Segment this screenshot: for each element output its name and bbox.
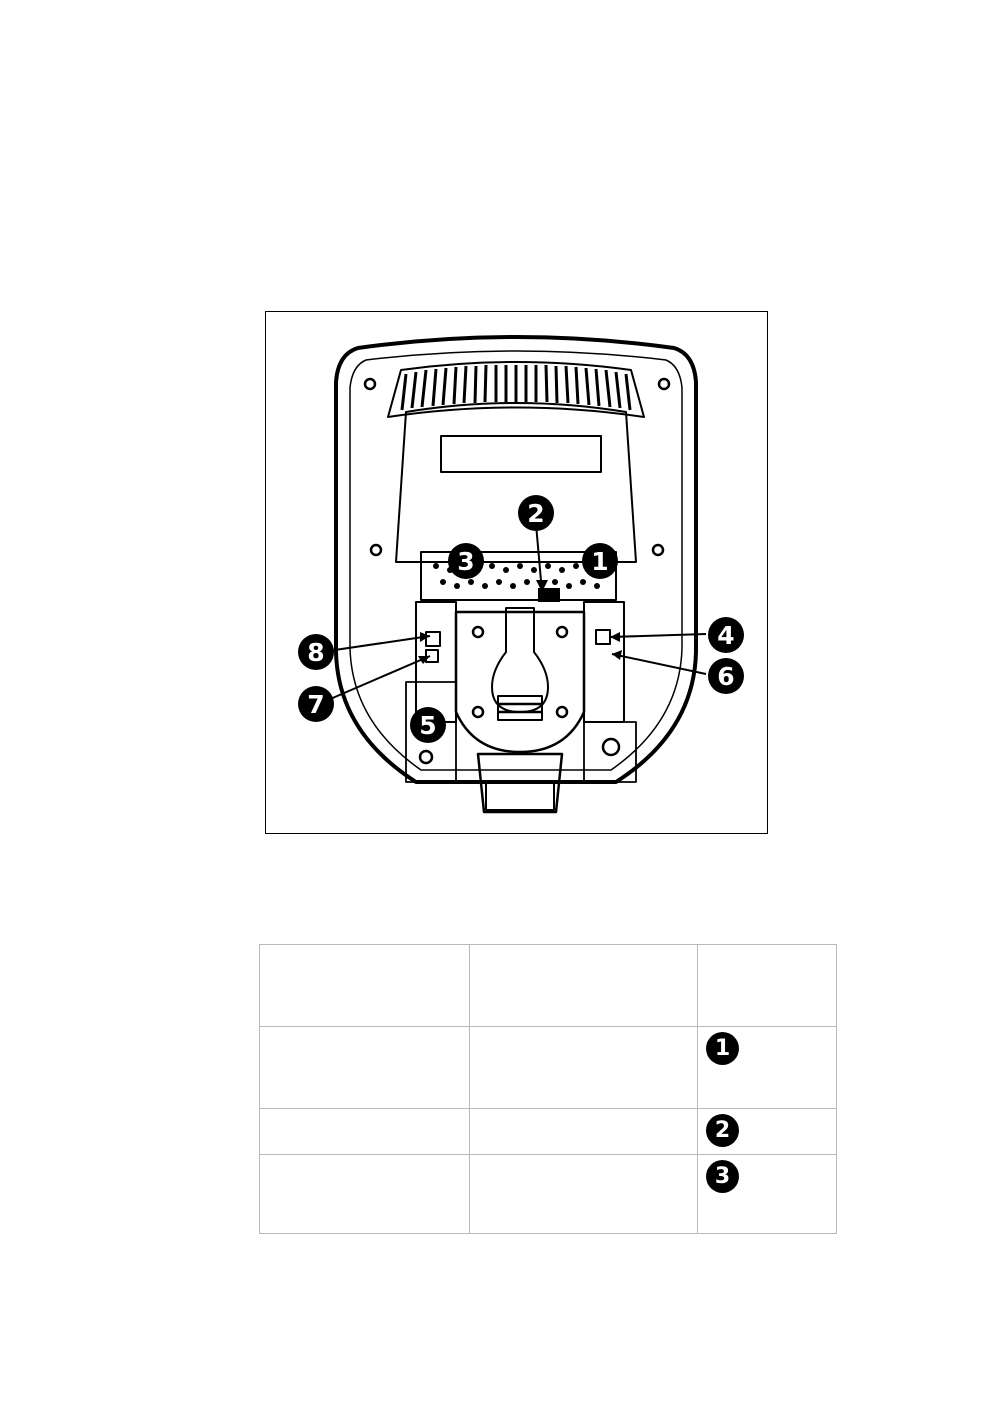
label-plate — [441, 436, 601, 472]
console-rear-illustration — [266, 312, 767, 833]
table-cell — [470, 1027, 698, 1109]
table-header-cell — [698, 945, 837, 1027]
callout-4 — [708, 617, 744, 653]
svg-text:4: 4 — [717, 621, 735, 650]
svg-text:5: 5 — [419, 711, 437, 740]
callout-3 — [448, 543, 484, 579]
table-cell — [698, 1155, 837, 1234]
callout-5 — [410, 707, 446, 743]
table-cell — [260, 1155, 470, 1234]
callout-7 — [298, 686, 334, 722]
table-header-cell — [260, 945, 470, 1027]
table-cell — [260, 1027, 470, 1109]
callout-1 — [582, 543, 618, 579]
table-row — [260, 1155, 837, 1234]
callout-8 — [298, 634, 334, 670]
svg-text:2: 2 — [527, 499, 545, 528]
table-cell — [260, 1109, 470, 1155]
table-cell — [470, 1109, 698, 1155]
svg-text:1: 1 — [591, 547, 609, 576]
svg-text:3: 3 — [457, 547, 475, 576]
table-cell — [698, 1109, 837, 1155]
table-cell — [470, 1155, 698, 1234]
table-header-cell — [470, 945, 698, 1027]
console-rear-diagram — [265, 311, 768, 834]
table-row — [260, 1109, 837, 1155]
number-badge: 1 — [706, 1032, 739, 1065]
table-row — [260, 1027, 837, 1109]
callout-2 — [518, 495, 554, 531]
svg-text:6: 6 — [717, 662, 735, 691]
svg-text:7: 7 — [307, 690, 325, 719]
svg-text:8: 8 — [307, 638, 325, 667]
mounting-bracket — [456, 612, 584, 752]
connector-table — [259, 944, 837, 1234]
number-badge: 2 — [706, 1114, 739, 1147]
number-badge: 3 — [706, 1160, 739, 1193]
callout-6 — [708, 658, 744, 694]
table-header-row — [260, 945, 837, 1027]
table-cell — [698, 1027, 837, 1109]
